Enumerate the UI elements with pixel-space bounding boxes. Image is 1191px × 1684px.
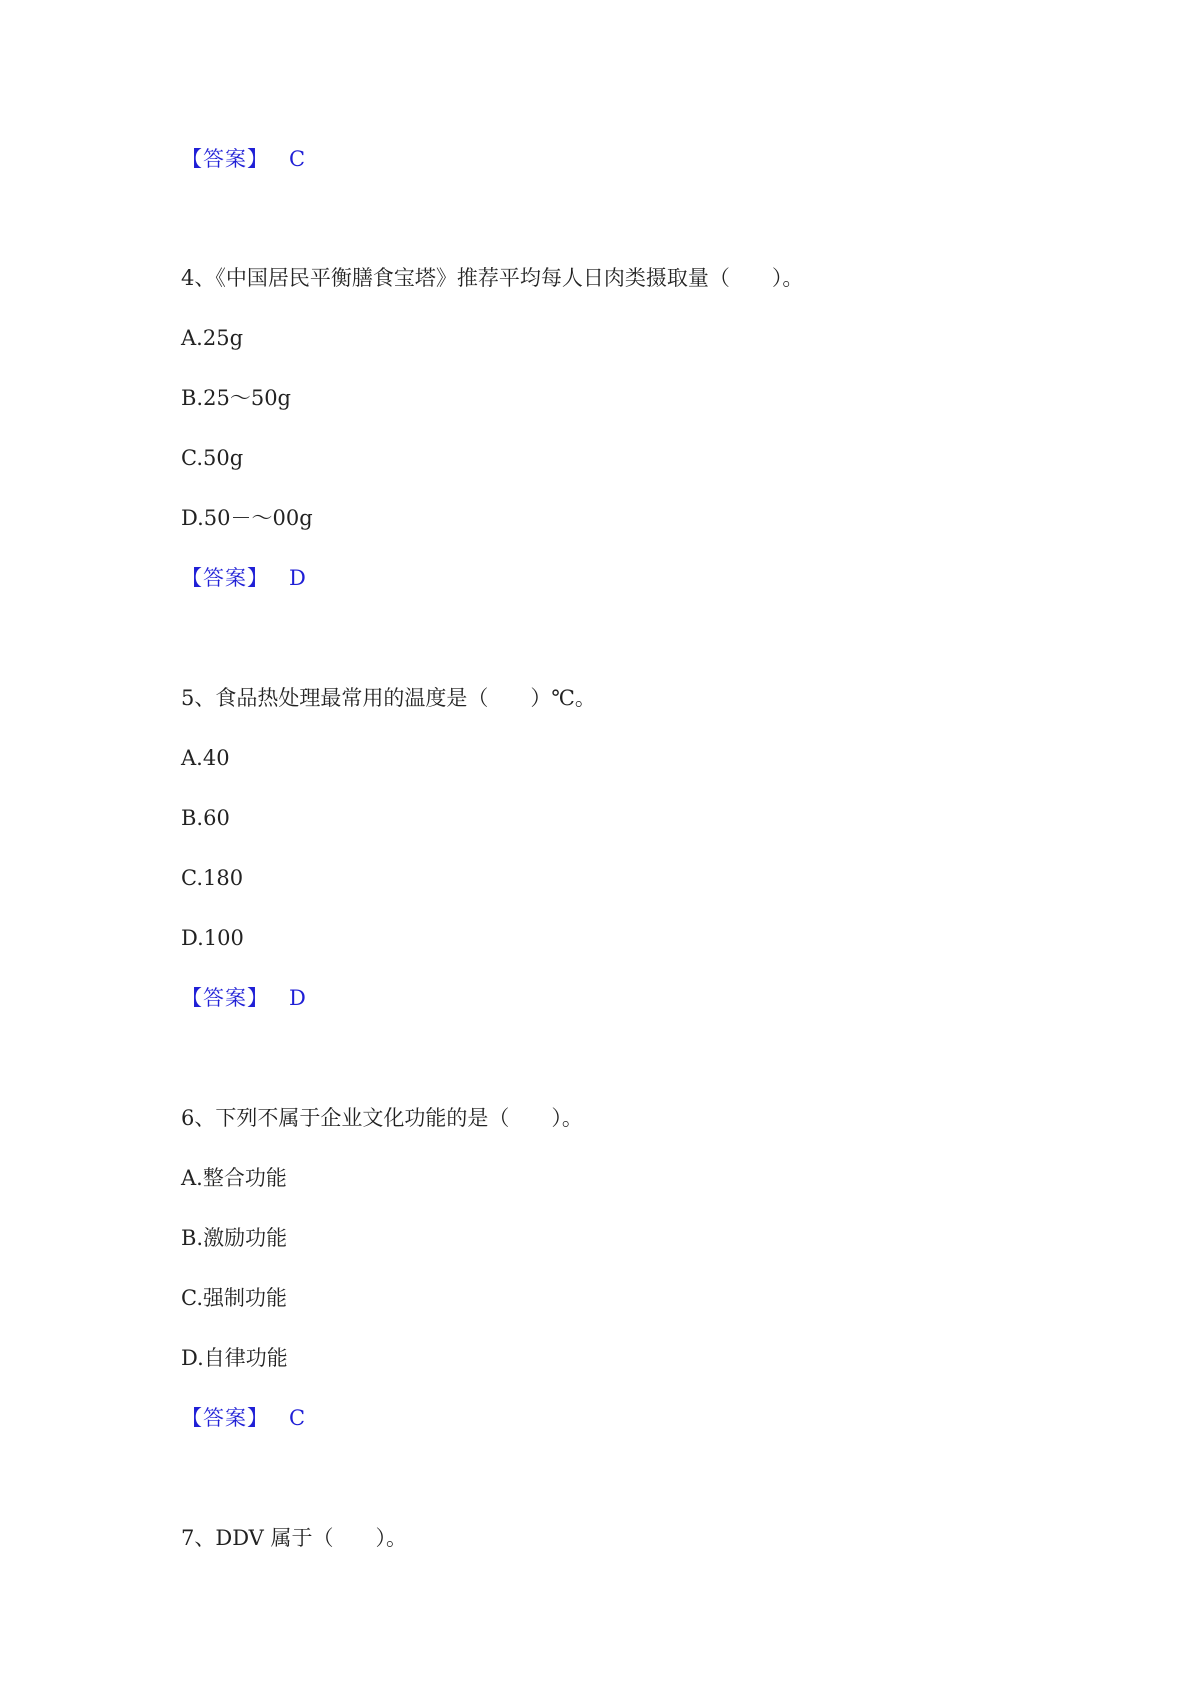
answer-line xyxy=(181,563,306,593)
option-b: B.60 xyxy=(181,806,230,830)
answer-label: 【答案】 xyxy=(181,566,269,590)
answer-label: 【答案】 xyxy=(181,1406,269,1430)
option-b: B.激励功能 xyxy=(181,1226,288,1250)
answer-label: 【答案】 xyxy=(181,986,269,1010)
question-stem: 7、DDV 属于（ ）。 xyxy=(181,1526,408,1550)
option-a: A.25g xyxy=(181,326,244,350)
option-d: D.自律功能 xyxy=(181,1346,288,1370)
question-stem: 5、食品热处理最常用的温度是（ ）℃。 xyxy=(181,686,596,710)
option-c: C.180 xyxy=(181,866,244,890)
answer-value: C xyxy=(289,1406,306,1430)
answer-label: 【答案】 xyxy=(181,147,269,171)
answer-value: C xyxy=(289,147,306,171)
question-stem: 6、下列不属于企业文化功能的是（ ）。 xyxy=(181,1106,583,1130)
answer-line xyxy=(181,144,305,174)
option-c: C.50g xyxy=(181,446,244,470)
answer-line xyxy=(181,983,306,1013)
option-d: D.100 xyxy=(181,926,244,950)
answer-value: D xyxy=(289,566,306,590)
answer-value: D xyxy=(289,986,306,1010)
answer-line xyxy=(181,1403,305,1433)
option-c: C.强制功能 xyxy=(181,1286,287,1310)
option-d: D.50－～00g xyxy=(181,506,313,530)
option-a: A.40 xyxy=(181,746,230,770)
option-b: B.25～50g xyxy=(181,386,291,410)
option-a: A.整合功能 xyxy=(181,1166,287,1190)
question-stem: 4、《中国居民平衡膳食宝塔》推荐平均每人日肉类摄取量（ ）。 xyxy=(181,266,804,290)
